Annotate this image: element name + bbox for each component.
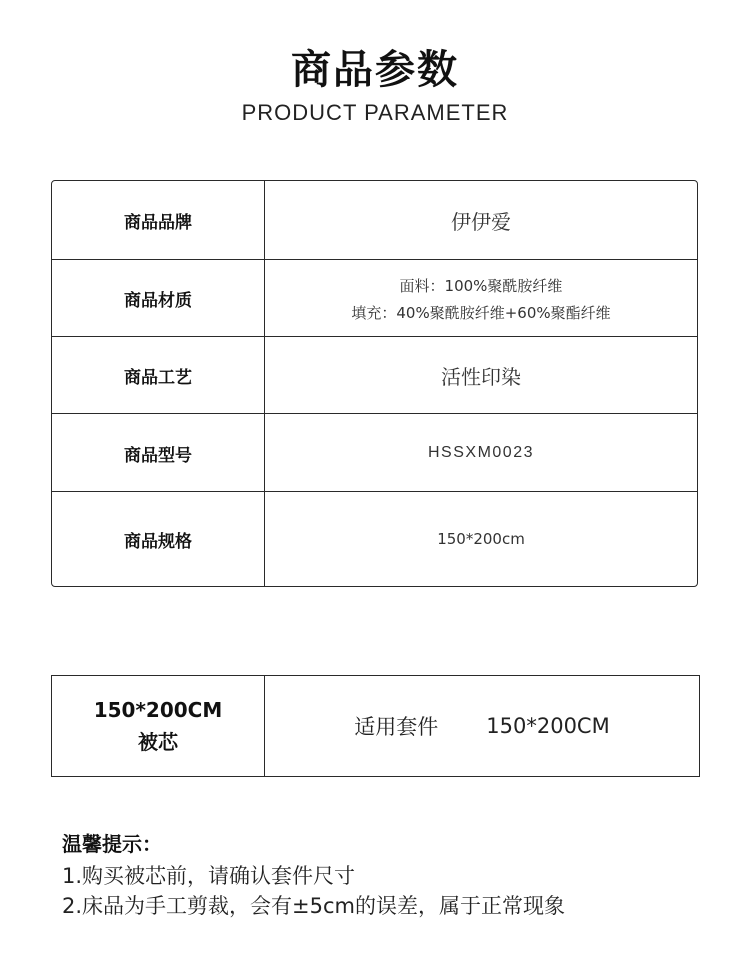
size-fit-value: 150*200CM <box>486 714 610 738</box>
page-title: 商品参数 <box>291 47 459 93</box>
param-value-spec <box>265 492 697 586</box>
size-fit-cell <box>265 676 699 776</box>
param-label-model: 商品型号 <box>52 414 265 492</box>
product-parameter-table <box>51 180 698 587</box>
size-product-cell <box>52 676 265 776</box>
param-row-craft <box>52 336 697 414</box>
size-fit-table <box>51 675 700 777</box>
param-label-craft: 商品工艺 <box>52 337 265 414</box>
size-fit-label: 适用套件 <box>354 715 439 739</box>
param-label-spec: 商品规格 <box>52 492 265 586</box>
param-value-craft-text: 活性印染 <box>441 365 521 389</box>
size-product-size: 150*200CM <box>93 698 223 722</box>
param-value-brand <box>265 181 697 259</box>
param-value-material-fabric: 面料：100%聚酰胺纤维 <box>399 276 563 295</box>
size-product-name: 被芯 <box>138 730 178 754</box>
param-row-model <box>52 413 697 492</box>
tips-line-2: 2.床品为手工剪裁，会有±5cm的误差，属于正常现象 <box>62 894 565 918</box>
param-row-spec <box>52 491 697 586</box>
param-value-material <box>265 260 697 337</box>
warm-tips <box>62 828 565 921</box>
param-value-craft <box>265 337 697 414</box>
tips-line-1: 1.购买被芯前，请确认套件尺寸 <box>62 864 356 888</box>
param-value-model <box>265 414 697 492</box>
page-subtitle: PRODUCT PARAMETER <box>241 100 509 125</box>
param-value-spec-text: 150*200cm <box>437 530 525 548</box>
param-row-material <box>52 259 697 337</box>
param-value-material-filling: 填充：40%聚酰胺纤维+60%聚酯纤维 <box>351 303 611 322</box>
param-value-model-text: HSSXM0023 <box>428 444 534 461</box>
tips-title: 温馨提示： <box>62 832 162 856</box>
param-value-brand-text: 伊伊爱 <box>451 209 511 234</box>
param-label-material: 商品材质 <box>52 260 265 337</box>
param-label-brand: 商品品牌 <box>52 181 265 259</box>
param-row-brand <box>52 181 697 259</box>
